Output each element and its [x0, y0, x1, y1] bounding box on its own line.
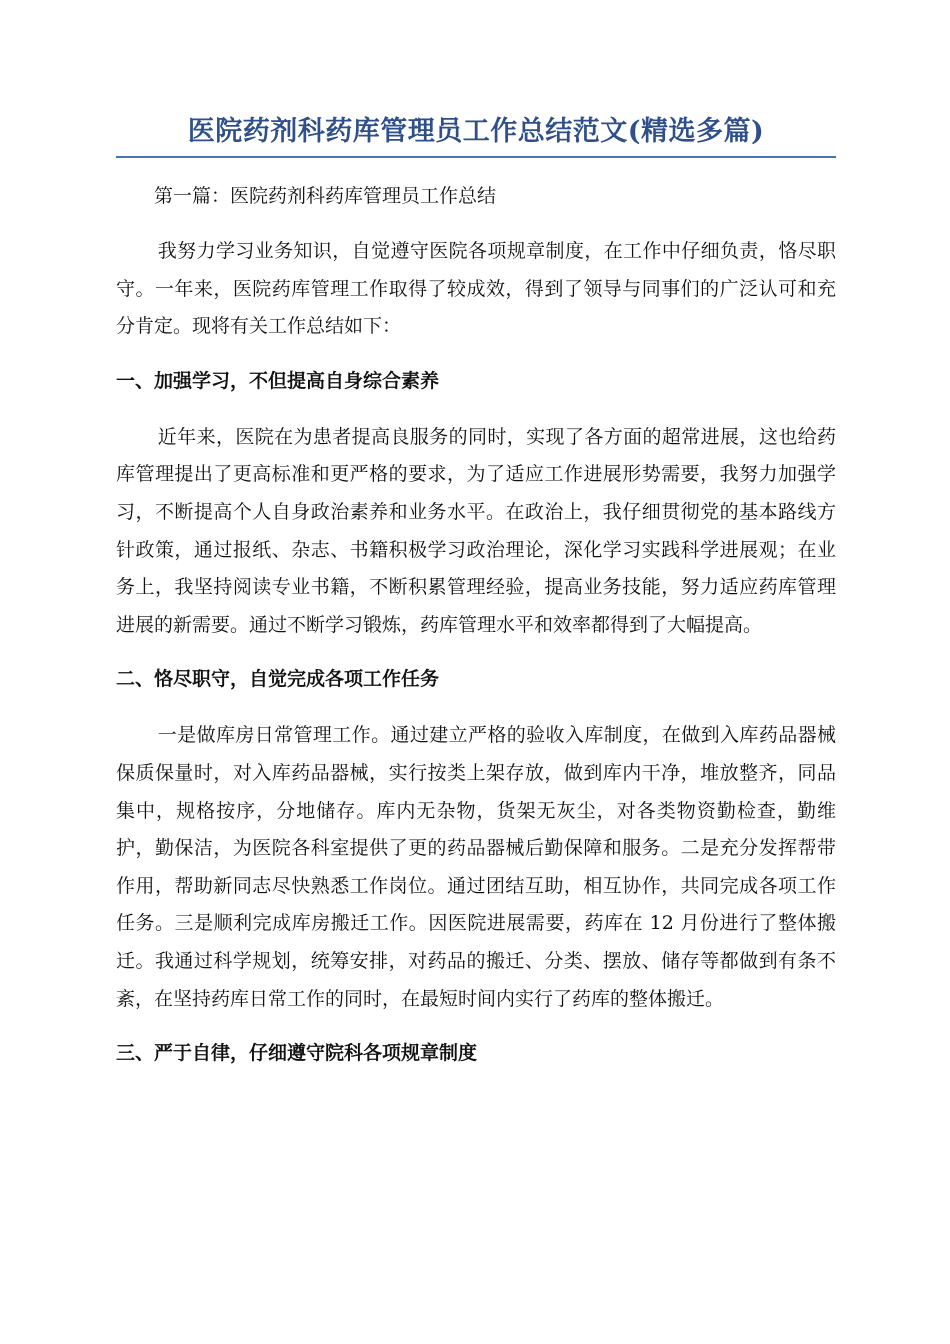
section-body-2: 一是做库房日常管理工作。通过建立严格的验收入库制度，在做到入库药品器械保质保量时，对入库药品器械，实行按类上架存放，做到库内干净，堆放整齐，同品集中，规格按序，分地储存。库内无杂物，货架无灰尘，对各类物资勤检查，勤维护，勤保洁，为医院各科室提供了更的药品器械后勤保障和服务。二是充分发挥帮带作用，帮助新同志尽快熟悉工作岗位。通过团结互助，相互协作，共同完成各项工作任务。三是顺利完成库房搬迁工作。因医院进展需要，药库在 12 月份进行了整体搬迁。我通过科学规划，统筹安排，对药品的搬迁、分类、摆放、储存等都做到有条不紊，在坚持药库日常工作的同时，在最短时间内实行了药库的整体搬迁。: [116, 724, 836, 1010]
document-title: 医院药剂科药库管理员工作总结范文(精选多篇): [187, 116, 765, 147]
document-page: [116, 110, 836, 1091]
intro-paragraph: 我努力学习业务知识，自觉遵守医院各项规章制度，在工作中仔细负责，恪尽职守。一年来，医院药库管理工作取得了较成效，得到了领导与同事们的广泛认可和充分肯定。现将有关工作总结如下：: [116, 240, 836, 338]
section-heading-2: 二、恪尽职守，自觉完成各项工作任务: [116, 668, 440, 691]
section-heading-3: 三、严于自律，仔细遵守院科各项规章制度: [116, 1042, 478, 1065]
section-body-1: 近年来，医院在为患者提高良服务的同时，实现了各方面的超常进展，这也给药库管理提出了更高标准和更严格的要求，为了适应工作进展形势需要，我努力加强学习，不断提高个人自身政治素养和业务水平。在政治上，我仔细贯彻党的基本路线方针政策，通过报纸、杂志、书籍积极学习政治理论，深化学习实践科学进展观；在业务上，我坚持阅读专业书籍，不断积累管理经验，提高业务技能，努力适应药库管理进展的新需要。通过不断学习锻炼，药库管理水平和效率都得到了大幅提高。: [116, 425, 836, 636]
section-heading-1: 一、加强学习，不但提高自身综合素养: [116, 369, 440, 392]
title-underline: [116, 156, 836, 158]
chapter-subtitle: 第一篇：医院药剂科药库管理员工作总结: [154, 185, 497, 207]
